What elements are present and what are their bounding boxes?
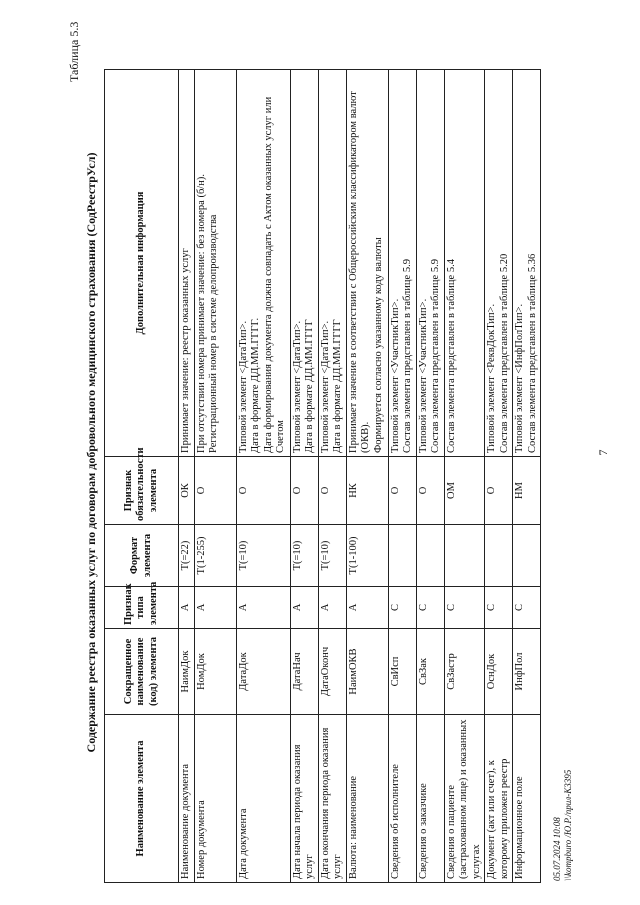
info-line: Дата в формате ДД.ММ.ГГГГ. [250, 317, 261, 453]
table-row [416, 70, 444, 883]
cell-element-required: ОК [179, 457, 195, 525]
info-line: Формируется согласно указанному коду валюты [372, 237, 384, 453]
cell-element-name: Дата окончания периода оказания услуг [318, 715, 346, 883]
cell-element-required: О [194, 457, 236, 525]
table-label: Таблица 5.3 [67, 21, 81, 82]
cell-element-code: ДатаОконч [318, 629, 346, 715]
cell-additional-info [416, 70, 444, 457]
cell-element-type: С [416, 587, 444, 629]
table-header-row [105, 70, 179, 883]
info-line: Состав элемента представлен в таблице 5.9 [402, 259, 413, 453]
info-line: Дата в формате ДД.ММ.ГГГГ [304, 319, 315, 453]
cell-element-required: О [318, 457, 346, 525]
footer-path: \\kompburo /Ю.Р./прил-К3395 [563, 769, 573, 881]
cell-element-type: А [346, 587, 388, 629]
cell-additional-info [444, 70, 485, 457]
info-line: Состав элемента представлен в таблице 5.9 [430, 259, 441, 453]
cell-element-format [444, 525, 485, 587]
cell-element-required: НМ [513, 457, 541, 525]
cell-element-format [388, 525, 416, 587]
info-line: Типовой элемент <ДатаТип>. [237, 320, 249, 453]
cell-additional-info [513, 70, 541, 457]
info-line: Типовой элемент <ДатаТип>. [291, 320, 303, 453]
footer-date: 05.07.2024 10:08 [552, 817, 562, 881]
header-element-name: Наименование элемента [105, 715, 179, 883]
header-element-format: Формат элемента [105, 525, 179, 587]
info-line: Типовой элемент <ИнфПолТип>. [514, 303, 525, 453]
header-element-type: Признак типа элемента [105, 587, 179, 629]
table-row [318, 70, 346, 883]
cell-additional-info [290, 70, 318, 457]
cell-element-required: О [236, 457, 290, 525]
table-row [290, 70, 318, 883]
table-row [179, 70, 195, 883]
info-line: Состав элемента представлен в таблице 5.20 [498, 253, 510, 453]
header-element-required: Признак обязательности элемента [105, 457, 179, 525]
info-line: Типовой элемент <ДатаТип>. [319, 320, 331, 453]
elements-table [104, 69, 541, 883]
cell-element-type: А [318, 587, 346, 629]
cell-additional-info [194, 70, 236, 457]
table-row [444, 70, 485, 883]
cell-element-format: Т(1-255) [194, 525, 236, 587]
table-row [236, 70, 290, 883]
cell-element-type: А [194, 587, 236, 629]
info-line: Принимает значение в соответствии с Общероссийским классификатором валют (ОКВ). [347, 91, 371, 453]
cell-element-code: ДатаДок [236, 629, 290, 715]
cell-element-type: С [388, 587, 416, 629]
info-line: При отсутствии номера принимает значение: без номера (б/н). [195, 174, 207, 453]
cell-element-required: ОМ [444, 457, 485, 525]
cell-element-type: А [236, 587, 290, 629]
cell-element-format: Т(=10) [318, 525, 346, 587]
cell-element-name: Валюта: наименование [346, 715, 388, 883]
info-line: Состав элемента представлен в таблице 5.36 [526, 253, 538, 453]
cell-element-name: Дата начала периода оказания услуг [290, 715, 318, 883]
cell-element-code: СвЗак [416, 629, 444, 715]
cell-element-name: Сведения об исполнителе [388, 715, 416, 883]
cell-element-format [416, 525, 444, 587]
cell-element-name: Номер документа [194, 715, 236, 883]
info-line: Дата формирования документа должна совпадать с Актом оказанных услуг или Счетом [262, 96, 286, 453]
cell-element-required: О [416, 457, 444, 525]
cell-element-name: Сведения о заказчике [416, 715, 444, 883]
cell-element-type: С [513, 587, 541, 629]
table-body [179, 70, 541, 883]
cell-element-code: ДатаНач [290, 629, 318, 715]
info-line: Регистрационный номер в системе делопроизводства [208, 214, 219, 453]
cell-element-type: А [179, 587, 195, 629]
cell-element-format: Т(1-100) [346, 525, 388, 587]
table-row [513, 70, 541, 883]
cell-element-name: Документ (акт или счет), к которому приложен реестр [485, 715, 513, 883]
cell-element-code: СвИсп [388, 629, 416, 715]
header-element-code: Сокращенное наименование (код) элемента [105, 629, 179, 715]
cell-element-required: О [290, 457, 318, 525]
cell-element-format: Т(=10) [236, 525, 290, 587]
footer-stamp [552, 770, 574, 881]
cell-additional-info [236, 70, 290, 457]
table-row [485, 70, 513, 883]
cell-element-code: НаимДок [179, 629, 195, 715]
table-row [346, 70, 388, 883]
info-line: Типовой элемент <УчастникТип>. [417, 298, 429, 453]
info-line: Типовой элемент <УчастникТип>. [389, 298, 401, 453]
cell-additional-info [346, 70, 388, 457]
info-line: Дата в формате ДД.ММ.ГГГГ [332, 319, 343, 453]
table-row [194, 70, 236, 883]
cell-element-name: Дата документа [236, 715, 290, 883]
cell-element-required: О [485, 457, 513, 525]
cell-element-format: Т(=10) [290, 525, 318, 587]
cell-element-code: СвЗастр [444, 629, 485, 715]
cell-element-format [513, 525, 541, 587]
cell-element-format [485, 525, 513, 587]
cell-element-type: С [485, 587, 513, 629]
cell-element-code: НомДок [194, 629, 236, 715]
cell-additional-info [318, 70, 346, 457]
cell-element-name: Сведения о пациенте (застрахованном лице) и оказанных услугах [444, 715, 485, 883]
cell-additional-info [388, 70, 416, 457]
cell-element-code: ОснДок [485, 629, 513, 715]
cell-element-code: ИнфПол [513, 629, 541, 715]
page-number: 7 [596, 449, 610, 456]
info-line: Состав элемента представлен в таблице 5.4 [445, 259, 457, 453]
cell-element-name: Информационное поле [513, 715, 541, 883]
cell-element-type: С [444, 587, 485, 629]
document-title: Содержание реестра оказанных услуг по договорам добровольного медицинского страхования (СодРеестрУсл) [84, 152, 98, 753]
cell-element-name: Наименование документа [179, 715, 195, 883]
cell-element-format: Т(=22) [179, 525, 195, 587]
cell-additional-info [179, 70, 195, 457]
cell-element-required: О [388, 457, 416, 525]
cell-element-code: НаимОКВ [346, 629, 388, 715]
cell-element-type: А [290, 587, 318, 629]
cell-element-required: НК [346, 457, 388, 525]
cell-additional-info [485, 70, 513, 457]
info-line: Принимает значение: реестр оказанных услуг [180, 248, 191, 453]
header-additional-info: Дополнительная информация [105, 70, 179, 457]
info-line: Типовой элемент <РеквДокТип>. [486, 303, 497, 453]
table-row [388, 70, 416, 883]
